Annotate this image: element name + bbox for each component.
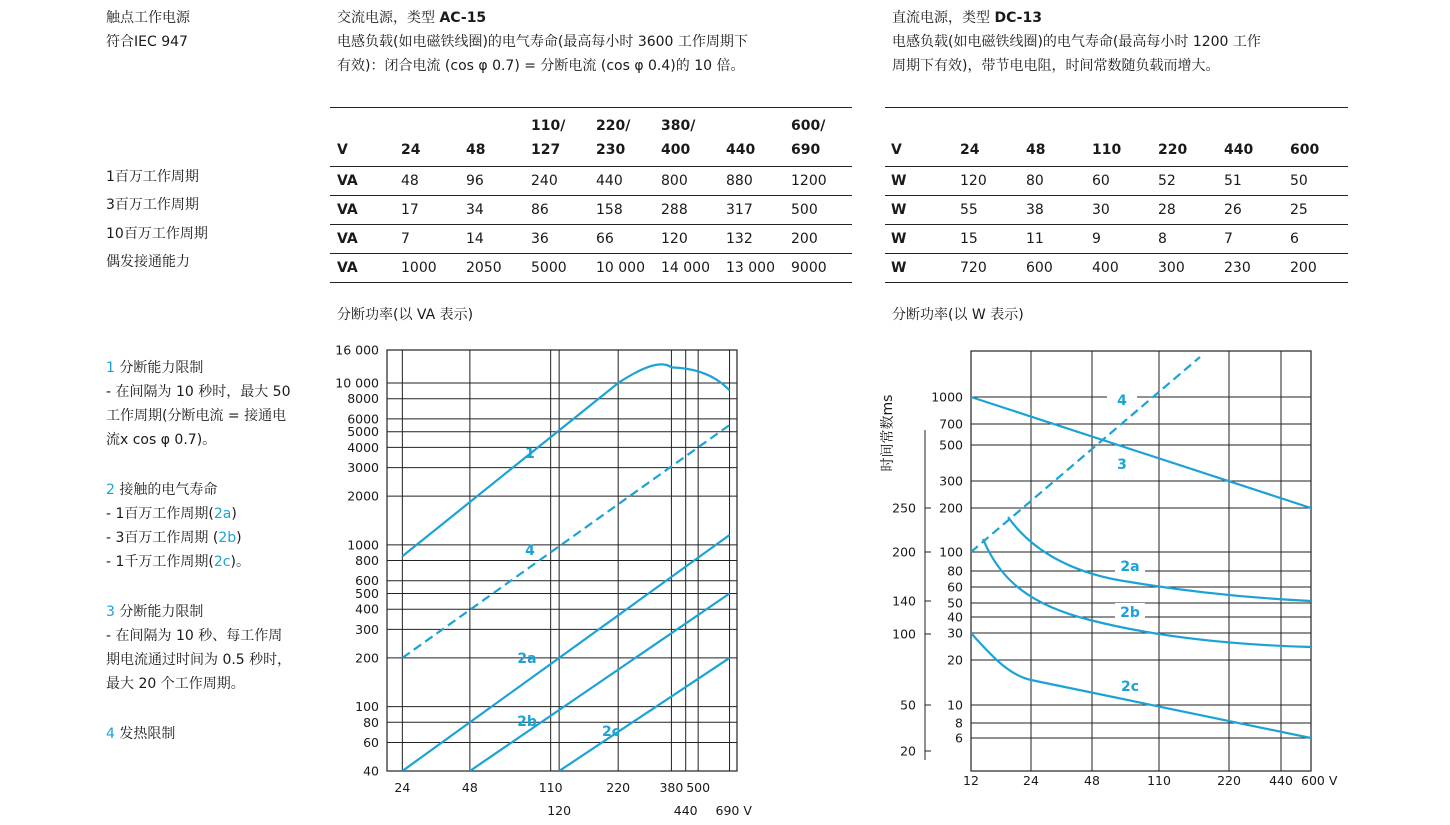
ac-title-prefix: 交流电源，类型 (337, 10, 440, 26)
y-tick-label: 6000 (347, 411, 379, 427)
legend-number: 2 (106, 482, 115, 498)
curve-label-2c: 2c (1120, 679, 1140, 695)
dc-header-col: 48 (1026, 108, 1092, 167)
row-label-1m: 1百万工作周期 (106, 169, 199, 185)
y-tick-label: 80 (363, 714, 379, 730)
table-cell: 14 000 (661, 254, 726, 283)
x-tick-label: 48 (1084, 773, 1100, 788)
curve-4 (971, 357, 1200, 552)
table-cell: 200 (1290, 254, 1348, 283)
y-tick-label: 400 (355, 601, 379, 617)
x-tick-label: 24 (1023, 773, 1039, 788)
table-cell: 7 (1224, 225, 1290, 254)
y-tick-label: 8 (955, 715, 963, 731)
y-tick-label: 40 (947, 609, 963, 625)
table-cell: 158 (596, 196, 661, 225)
left-tick-label: 50 (900, 697, 916, 713)
dc-header-col: 600 (1290, 108, 1348, 167)
table-cell: 5000 (531, 254, 596, 283)
table-cell: 13 000 (726, 254, 791, 283)
table-cell: 25 (1290, 196, 1348, 225)
ac-header-col: 600/ 690 (791, 108, 852, 167)
y-axis-label: 时间常数ms (880, 394, 896, 472)
curve-3 (971, 397, 1311, 508)
row-label-occasional: 偶发接通能力 (106, 254, 190, 270)
table-cell: 26 (1224, 196, 1290, 225)
table-cell: W (885, 225, 960, 254)
y-tick-label: 2000 (347, 488, 379, 504)
legend-tag: 2b (218, 530, 237, 546)
y-tick-label: 40 (363, 763, 379, 779)
legend-tag: 2c (213, 554, 231, 570)
legend-number: 4 (106, 726, 115, 742)
curve-label-1: 1 (525, 446, 535, 462)
table-cell: 86 (531, 196, 596, 225)
y-tick-label: 20 (947, 652, 963, 668)
y-tick-label: 100 (939, 544, 963, 560)
legend-title: 接触的电气寿命 (114, 482, 218, 498)
table-cell: 48 (401, 167, 466, 196)
table-cell: W (885, 167, 960, 196)
ac-header-unit: V (330, 108, 401, 167)
y-tick-label: 700 (939, 416, 963, 432)
table-cell: 120 (661, 225, 726, 254)
x-tick-label: 690 V (715, 803, 752, 818)
legend-line: 最大 20 个工作周期。 (106, 676, 245, 692)
dc-header-col: 110 (1092, 108, 1158, 167)
table-cell: 6 (1290, 225, 1348, 254)
x-tick-label: 220 (606, 780, 631, 795)
section-standard: 符合IEC 947 (106, 34, 188, 50)
curve-label-2a: 2a (1120, 559, 1140, 575)
left-tick-label: 140 (892, 593, 916, 609)
table-cell: 60 (1092, 167, 1158, 196)
y-tick-label: 500 (355, 586, 379, 602)
x-tick-label: 120 (547, 803, 572, 818)
table-cell: 14 (466, 225, 531, 254)
legend-number: 1 (106, 360, 115, 376)
table-cell: 11 (1026, 225, 1092, 254)
y-tick-label: 1000 (931, 389, 963, 405)
y-tick-label: 5000 (347, 424, 379, 440)
table-cell: VA (330, 225, 401, 254)
y-tick-label: 80 (947, 563, 963, 579)
table-cell: 1200 (791, 167, 852, 196)
y-tick-label: 60 (363, 735, 379, 751)
y-tick-label: 16 000 (335, 342, 379, 358)
ac-header-col: 24 (401, 108, 466, 167)
x-tick-label: 600 V (1301, 773, 1338, 788)
x-tick-label: 110 (538, 780, 563, 795)
row-label-10m: 10百万工作周期 (106, 226, 208, 242)
y-tick-label: 1000 (347, 537, 379, 553)
table-cell: 1000 (401, 254, 466, 283)
legend-item-2: 2 接触的电气寿命 - 1百万工作周期(2a) - 3百万工作周期 (2b) - 1千万工作周期(2c)。 (106, 482, 250, 570)
x-tick-label: 48 (461, 780, 478, 795)
y-tick-label: 60 (947, 579, 963, 595)
curve-label-4: 4 (1117, 393, 1127, 409)
table-cell: 600 (1026, 254, 1092, 283)
left-tick-label: 100 (892, 626, 916, 642)
table-cell: VA (330, 254, 401, 283)
curve-label-2c: 2c (601, 724, 621, 740)
x-tick-label: 24 (394, 780, 411, 795)
table-cell: 36 (531, 225, 596, 254)
curve-label-2a: 2a (517, 651, 537, 667)
y-tick-label: 6 (955, 730, 963, 746)
table-cell: 230 (1224, 254, 1290, 283)
x-tick-label: 12 (963, 773, 979, 788)
table-cell: 317 (726, 196, 791, 225)
table-cell: 17 (401, 196, 466, 225)
table-cell: W (885, 196, 960, 225)
table-cell: 50 (1290, 167, 1348, 196)
table-cell: 500 (791, 196, 852, 225)
dc-chart-title: 分断功率(以 W 表示) (892, 307, 1024, 323)
y-tick-label: 300 (939, 473, 963, 489)
table-cell: 52 (1158, 167, 1224, 196)
ac-header-col: 440 (726, 108, 791, 167)
table-cell: 440 (596, 167, 661, 196)
y-tick-label: 200 (355, 650, 379, 666)
ac-chart-title: 分断功率(以 VA 表示) (337, 307, 474, 323)
table-cell: 240 (531, 167, 596, 196)
dc-header-col: 220 (1158, 108, 1224, 167)
dc-header-unit: V (885, 108, 960, 167)
y-tick-label: 4000 (347, 439, 379, 455)
table-cell: 66 (596, 225, 661, 254)
table-cell: 132 (726, 225, 791, 254)
ac-header-col: 48 (466, 108, 531, 167)
curve-2b (983, 539, 1311, 647)
table-cell: 720 (960, 254, 1026, 283)
legend-title: 发热限制 (114, 726, 176, 742)
y-tick-label: 300 (355, 621, 379, 637)
legend-line: 期电流通过时间为 0.5 秒时， (106, 652, 292, 668)
y-tick-label: 50 (947, 595, 963, 611)
y-tick-label: 800 (355, 553, 379, 568)
legend-line: 工作周期(分断电流 = 接通电 (106, 408, 287, 424)
legend-title: 分断能力限制 (114, 604, 204, 620)
x-tick-label: 380 (659, 780, 684, 795)
y-tick-label: 8000 (347, 391, 379, 407)
legend-number: 3 (106, 604, 115, 620)
x-tick-label: 110 (1147, 773, 1171, 788)
legend-title: 分断能力限制 (114, 360, 204, 376)
y-tick-label: 10 (947, 697, 963, 713)
legend-line: - 在间隔为 10 秒时，最大 50 (106, 384, 291, 400)
y-tick-label: 500 (939, 437, 963, 453)
y-tick-label: 100 (355, 699, 379, 715)
table-cell: VA (330, 196, 401, 225)
curve-label-2b: 2b (1120, 605, 1140, 621)
table-cell: 9 (1092, 225, 1158, 254)
left-tick-label: 200 (892, 544, 916, 560)
table-cell: 800 (661, 167, 726, 196)
ac-desc-line1: 电感负载(如电磁铁线圈)的电气寿命(最高每小时 3600 工作周期下 (337, 34, 748, 50)
x-tick-label: 220 (1217, 773, 1241, 788)
table-cell: VA (330, 167, 401, 196)
table-cell: 10 000 (596, 254, 661, 283)
dc-desc-line2: 周期下有效)，带节电电阻，时间常数随负载而增大。 (892, 58, 1220, 74)
table-cell: 15 (960, 225, 1026, 254)
table-cell: 880 (726, 167, 791, 196)
dc-header-col: 440 (1224, 108, 1290, 167)
table-cell: 80 (1026, 167, 1092, 196)
y-tick-label: 30 (947, 625, 963, 641)
table-cell: 51 (1224, 167, 1290, 196)
table-cell: 30 (1092, 196, 1158, 225)
table-cell: 28 (1158, 196, 1224, 225)
left-tick-label: 20 (900, 743, 916, 759)
table-cell: 288 (661, 196, 726, 225)
table-cell: 400 (1092, 254, 1158, 283)
table-cell: 55 (960, 196, 1026, 225)
legend-line: - 在间隔为 10 秒、每工作周 (106, 628, 283, 644)
table-cell: 34 (466, 196, 531, 225)
dc-title-prefix: 直流电源，类型 (892, 10, 995, 26)
curve-label-4: 4 (525, 543, 535, 559)
curve-label-2b: 2b (517, 714, 537, 730)
table-cell: W (885, 254, 960, 283)
dc-header-col: 24 (960, 108, 1026, 167)
dc-title-type: DC-13 (994, 10, 1042, 26)
x-tick-label: 500 (686, 780, 711, 795)
y-tick-label: 3000 (347, 460, 379, 476)
ac-header-col: 380/ 400 (661, 108, 726, 167)
ac-header-col: 220/ 230 (596, 108, 661, 167)
table-cell: 96 (466, 167, 531, 196)
x-tick-label: 440 (673, 803, 698, 818)
table-cell: 200 (791, 225, 852, 254)
x-tick-label: 440 (1269, 773, 1293, 788)
left-tick-label: 250 (892, 500, 916, 516)
legend-tag: 2a (213, 506, 232, 522)
table-cell: 7 (401, 225, 466, 254)
section-title: 触点工作电源 (106, 10, 190, 26)
table-cell: 9000 (791, 254, 852, 283)
row-label-3m: 3百万工作周期 (106, 197, 199, 213)
table-cell: 120 (960, 167, 1026, 196)
curve-label-3: 3 (1117, 457, 1127, 473)
y-tick-label: 200 (939, 500, 963, 516)
ac-header-col: 110/ 127 (531, 108, 596, 167)
table-cell: 38 (1026, 196, 1092, 225)
table-cell: 8 (1158, 225, 1224, 254)
dc-desc-line1: 电感负载(如电磁铁线圈)的电气寿命(最高每小时 1200 工作 (892, 34, 1261, 50)
ac-desc-line2: 有效)：闭合电流 (cos φ 0.7) = 分断电流 (cos φ 0.4)的 10 倍。 (337, 58, 745, 74)
y-tick-label: 600 (355, 573, 379, 589)
table-cell: 2050 (466, 254, 531, 283)
table-cell: 300 (1158, 254, 1224, 283)
ac-title-type: AC-15 (439, 10, 487, 26)
legend-line: 流x cos φ 0.7)。 (106, 432, 217, 448)
y-tick-label: 10 000 (335, 375, 379, 391)
